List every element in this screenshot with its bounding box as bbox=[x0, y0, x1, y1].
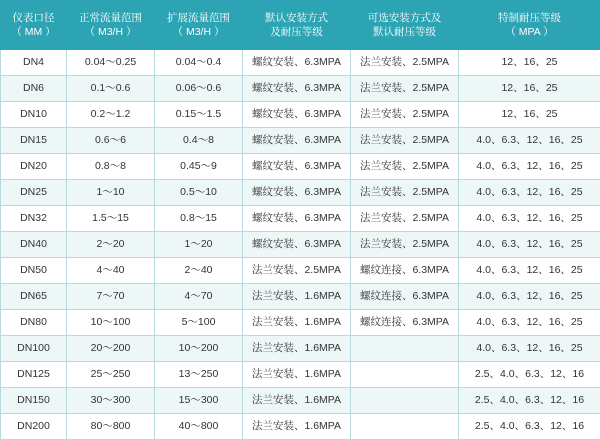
cell-extended-flow-range: 5～100 bbox=[155, 310, 243, 336]
cell-special-pressure-rating: 4.0、6.3、12、16、25 bbox=[459, 232, 600, 258]
cell-optional-installation bbox=[351, 414, 459, 440]
cell-default-installation: 螺纹安装、6.3MPA bbox=[243, 102, 351, 128]
cell-extended-flow-range: 0.15～1.5 bbox=[155, 102, 243, 128]
table-row bbox=[1, 414, 600, 440]
cell-default-installation: 法兰安装、2.5MPA bbox=[243, 258, 351, 284]
table-row bbox=[1, 206, 600, 232]
column-header-line1: 扩展流量范围 bbox=[157, 11, 240, 25]
cell-normal-flow-range: 20～200 bbox=[67, 336, 155, 362]
cell-diameter: DN20 bbox=[1, 154, 67, 180]
cell-optional-installation: 法兰安装、2.5MPA bbox=[351, 76, 459, 102]
cell-normal-flow-range: 80～800 bbox=[67, 414, 155, 440]
column-header-optional-installation bbox=[351, 1, 459, 50]
table-header bbox=[1, 1, 600, 50]
cell-extended-flow-range: 1～20 bbox=[155, 232, 243, 258]
cell-default-installation: 螺纹安装、6.3MPA bbox=[243, 50, 351, 76]
cell-special-pressure-rating: 4.0、6.3、12、16、25 bbox=[459, 154, 600, 180]
cell-special-pressure-rating: 2.5、4.0、6.3、12、16 bbox=[459, 362, 600, 388]
cell-special-pressure-rating: 2.5、4.0、6.3、12、16 bbox=[459, 414, 600, 440]
cell-diameter: DN10 bbox=[1, 102, 67, 128]
table-row bbox=[1, 128, 600, 154]
column-header-line1: 默认安装方式 bbox=[245, 11, 348, 25]
column-header-diameter bbox=[1, 1, 67, 50]
cell-optional-installation bbox=[351, 362, 459, 388]
cell-normal-flow-range: 1.5～15 bbox=[67, 206, 155, 232]
cell-default-installation: 螺纹安装、6.3MPA bbox=[243, 232, 351, 258]
cell-normal-flow-range: 7～70 bbox=[67, 284, 155, 310]
column-header-extended-flow-range bbox=[155, 1, 243, 50]
cell-diameter: DN125 bbox=[1, 362, 67, 388]
cell-special-pressure-rating: 4.0、6.3、12、16、25 bbox=[459, 128, 600, 154]
column-header-line2: （ MM ） bbox=[3, 25, 64, 39]
table-row bbox=[1, 284, 600, 310]
cell-normal-flow-range: 0.04～0.25 bbox=[67, 50, 155, 76]
cell-normal-flow-range: 30～300 bbox=[67, 388, 155, 414]
column-header-line2: 及耐压等级 bbox=[245, 25, 348, 39]
table-row bbox=[1, 362, 600, 388]
cell-default-installation: 螺纹安装、6.3MPA bbox=[243, 128, 351, 154]
cell-default-installation: 法兰安装、1.6MPA bbox=[243, 310, 351, 336]
table-row bbox=[1, 180, 600, 206]
cell-special-pressure-rating: 4.0、6.3、12、16、25 bbox=[459, 206, 600, 232]
table-row bbox=[1, 258, 600, 284]
column-header-line1: 特制耐压等级 bbox=[461, 11, 598, 25]
cell-default-installation: 螺纹安装、6.3MPA bbox=[243, 180, 351, 206]
cell-normal-flow-range: 4～40 bbox=[67, 258, 155, 284]
cell-optional-installation: 法兰安装、2.5MPA bbox=[351, 50, 459, 76]
cell-default-installation: 法兰安装、1.6MPA bbox=[243, 388, 351, 414]
cell-special-pressure-rating: 4.0、6.3、12、16、25 bbox=[459, 180, 600, 206]
column-header-default-installation bbox=[243, 1, 351, 50]
column-header-line2: （ MPA ） bbox=[461, 25, 598, 39]
cell-optional-installation: 螺纹连接、6.3MPA bbox=[351, 258, 459, 284]
cell-normal-flow-range: 0.2～1.2 bbox=[67, 102, 155, 128]
cell-diameter: DN32 bbox=[1, 206, 67, 232]
cell-optional-installation: 法兰安装、2.5MPA bbox=[351, 232, 459, 258]
column-header-line2: 默认耐压等级 bbox=[353, 25, 456, 39]
column-header-line2: （ M3/H ） bbox=[157, 25, 240, 39]
cell-normal-flow-range: 0.1～0.6 bbox=[67, 76, 155, 102]
cell-special-pressure-rating: 4.0、6.3、12、16、25 bbox=[459, 258, 600, 284]
cell-diameter: DN40 bbox=[1, 232, 67, 258]
cell-diameter: DN200 bbox=[1, 414, 67, 440]
cell-diameter: DN65 bbox=[1, 284, 67, 310]
column-header-normal-flow-range bbox=[67, 1, 155, 50]
table-row bbox=[1, 336, 600, 362]
cell-diameter: DN4 bbox=[1, 50, 67, 76]
cell-default-installation: 螺纹安装、6.3MPA bbox=[243, 206, 351, 232]
cell-normal-flow-range: 0.8～8 bbox=[67, 154, 155, 180]
cell-special-pressure-rating: 4.0、6.3、12、16、25 bbox=[459, 310, 600, 336]
cell-extended-flow-range: 0.45～9 bbox=[155, 154, 243, 180]
cell-default-installation: 法兰安装、1.6MPA bbox=[243, 284, 351, 310]
cell-extended-flow-range: 40～800 bbox=[155, 414, 243, 440]
cell-extended-flow-range: 2～40 bbox=[155, 258, 243, 284]
cell-default-installation: 法兰安装、1.6MPA bbox=[243, 362, 351, 388]
cell-diameter: DN25 bbox=[1, 180, 67, 206]
cell-normal-flow-range: 2～20 bbox=[67, 232, 155, 258]
cell-default-installation: 法兰安装、1.6MPA bbox=[243, 414, 351, 440]
cell-optional-installation: 法兰安装、2.5MPA bbox=[351, 206, 459, 232]
cell-extended-flow-range: 0.4～8 bbox=[155, 128, 243, 154]
cell-extended-flow-range: 10～200 bbox=[155, 336, 243, 362]
cell-diameter: DN150 bbox=[1, 388, 67, 414]
cell-extended-flow-range: 15～300 bbox=[155, 388, 243, 414]
cell-optional-installation: 螺纹连接、6.3MPA bbox=[351, 284, 459, 310]
table-row bbox=[1, 102, 600, 128]
table-row bbox=[1, 232, 600, 258]
cell-extended-flow-range: 0.5～10 bbox=[155, 180, 243, 206]
cell-extended-flow-range: 0.8～15 bbox=[155, 206, 243, 232]
cell-optional-installation: 法兰安装、2.5MPA bbox=[351, 154, 459, 180]
cell-optional-installation: 法兰安装、2.5MPA bbox=[351, 128, 459, 154]
column-header-line1: 正常流量范围 bbox=[69, 11, 152, 25]
cell-normal-flow-range: 1～10 bbox=[67, 180, 155, 206]
cell-special-pressure-rating: 12、16、25 bbox=[459, 102, 600, 128]
cell-diameter: DN50 bbox=[1, 258, 67, 284]
column-header-line1: 可选安装方式及 bbox=[353, 11, 456, 25]
table-body bbox=[1, 50, 600, 440]
cell-default-installation: 法兰安装、1.6MPA bbox=[243, 336, 351, 362]
table-row bbox=[1, 388, 600, 414]
cell-diameter: DN6 bbox=[1, 76, 67, 102]
table-row bbox=[1, 154, 600, 180]
cell-special-pressure-rating: 2.5、4.0、6.3、12、16 bbox=[459, 388, 600, 414]
cell-special-pressure-rating: 4.0、6.3、12、16、25 bbox=[459, 284, 600, 310]
cell-extended-flow-range: 0.06～0.6 bbox=[155, 76, 243, 102]
cell-diameter: DN100 bbox=[1, 336, 67, 362]
cell-optional-installation: 法兰安装、2.5MPA bbox=[351, 102, 459, 128]
cell-default-installation: 螺纹安装、6.3MPA bbox=[243, 154, 351, 180]
cell-extended-flow-range: 0.04～0.4 bbox=[155, 50, 243, 76]
column-header-line1: 仪表口径 bbox=[3, 11, 64, 25]
table-row bbox=[1, 76, 600, 102]
cell-optional-installation: 法兰安装、2.5MPA bbox=[351, 180, 459, 206]
column-header-line2: （ M3/H ） bbox=[69, 25, 152, 39]
table-header-row bbox=[1, 1, 600, 50]
table-row bbox=[1, 50, 600, 76]
column-header-special-pressure-rating bbox=[459, 1, 600, 50]
cell-optional-installation bbox=[351, 388, 459, 414]
cell-extended-flow-range: 13～250 bbox=[155, 362, 243, 388]
cell-special-pressure-rating: 4.0、6.3、12、16、25 bbox=[459, 336, 600, 362]
cell-default-installation: 螺纹安装、6.3MPA bbox=[243, 76, 351, 102]
table-row bbox=[1, 310, 600, 336]
cell-diameter: DN80 bbox=[1, 310, 67, 336]
cell-normal-flow-range: 25～250 bbox=[67, 362, 155, 388]
cell-normal-flow-range: 10～100 bbox=[67, 310, 155, 336]
cell-optional-installation: 螺纹连接、6.3MPA bbox=[351, 310, 459, 336]
cell-diameter: DN15 bbox=[1, 128, 67, 154]
cell-extended-flow-range: 4～70 bbox=[155, 284, 243, 310]
cell-optional-installation bbox=[351, 336, 459, 362]
cell-special-pressure-rating: 12、16、25 bbox=[459, 76, 600, 102]
cell-normal-flow-range: 0.6～6 bbox=[67, 128, 155, 154]
cell-special-pressure-rating: 12、16、25 bbox=[459, 50, 600, 76]
